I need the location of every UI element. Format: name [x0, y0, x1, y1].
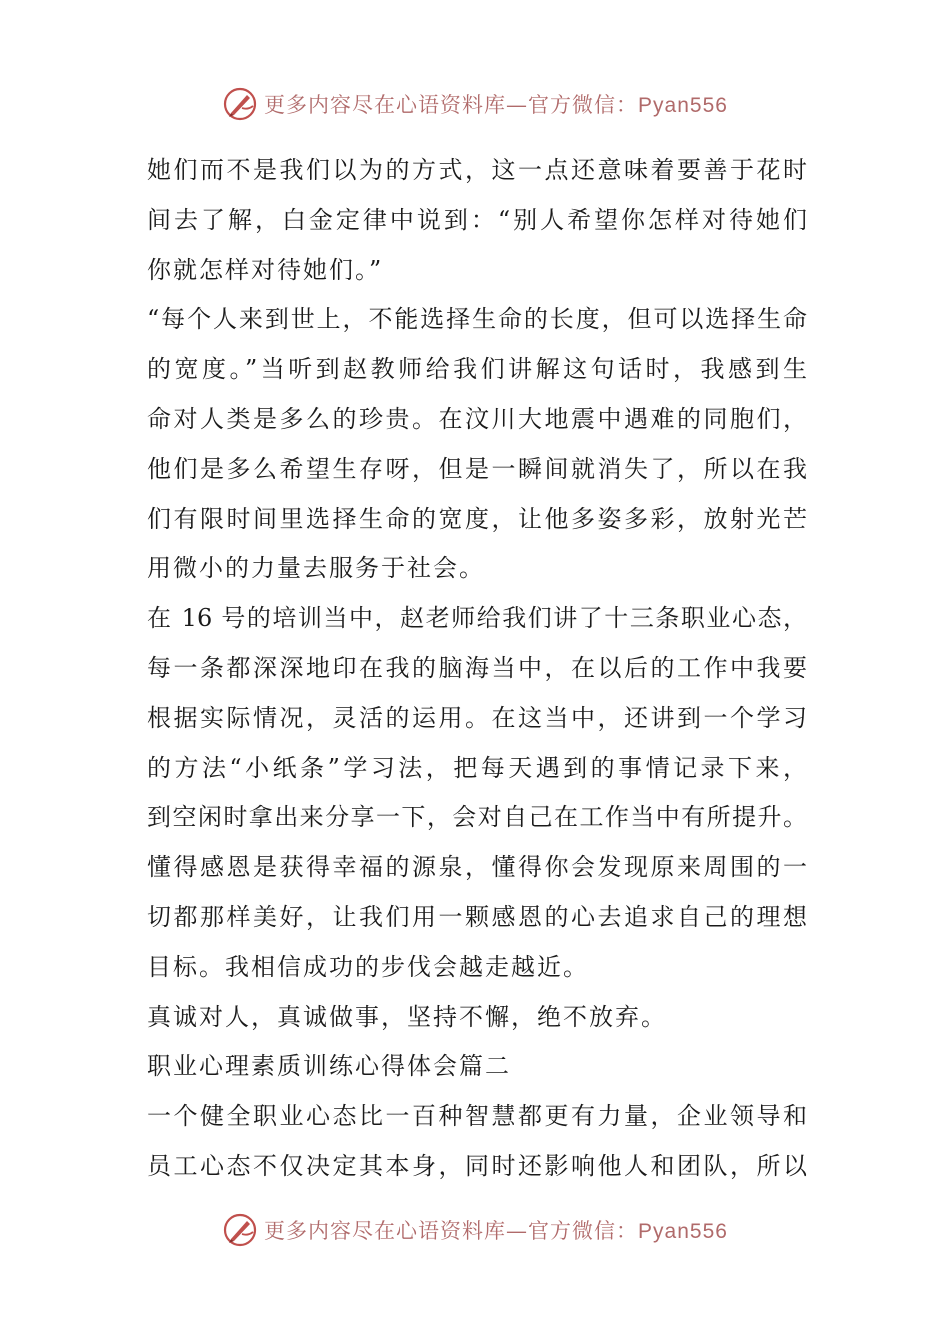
body-line: 用微小的力量去服务于社会。	[147, 554, 485, 583]
body-line: 的宽度。”当听到赵教师给我们讲解这句话时，我感到生	[147, 355, 807, 384]
body-line: 你就怎样对待她们。”	[147, 255, 384, 284]
body-line: 她们而不是我们以为的方式，这一点还意味着要善于花时	[147, 156, 807, 184]
body-line: 真诚对人，真诚做事，坚持不懈，绝不放弃。	[147, 1002, 667, 1031]
header-banner-text	[264, 89, 728, 119]
footer-banner	[0, 1208, 950, 1252]
body-line: 间去了解，白金定律中说到：“别人希望你怎样对待她们	[147, 205, 807, 234]
footer-wechat-id: Pyan556	[638, 1220, 728, 1243]
body-line: 员工心态不仅决定其本身，同时还影响他人和团队，所以	[147, 1151, 807, 1180]
header-wechat-id: Pyan556	[638, 94, 728, 117]
body-line: 一个健全职业心态比一百种智慧都更有力量，企业领导和	[147, 1102, 807, 1131]
body-line: 在 16 号的培训当中，赵老师给我们讲了十三条职业心态，	[147, 604, 807, 633]
body-line: 到空闲时拿出来分享一下，会对自己在工作当中有所提升。	[147, 803, 807, 832]
pen-logo-icon	[222, 1212, 258, 1248]
footer-banner-text	[264, 1215, 728, 1245]
body-line: 他们是多么希望生存呀，但是一瞬间就消失了，所以在我	[147, 454, 807, 483]
body-line: “每个人来到世上，不能选择生命的长度，但可以选择生命	[147, 305, 807, 334]
body-line: 每一条都深深地印在我的脑海当中，在以后的工作中我要	[147, 653, 807, 682]
body-line: 的方法“小纸条”学习法，把每天遇到的事情记录下来，	[147, 753, 807, 782]
pen-logo-icon	[222, 86, 258, 122]
body-line: 根据实际情况，灵活的运用。在这当中，还讲到一个学习	[147, 703, 807, 732]
document-body	[147, 146, 807, 1192]
body-line: 命对人类是多么的珍贵。在汶川大地震中遇难的同胞们，	[147, 404, 807, 433]
section-heading: 职业心理素质训练心得体会篇二	[147, 1052, 511, 1081]
header-banner-label: 更多内容尽在心语资料库—官方微信：	[264, 93, 639, 117]
body-line: 懂得感恩是获得幸福的源泉，懂得你会发现原来周围的一	[147, 853, 807, 882]
body-line: 们有限时间里选择生命的宽度，让他多姿多彩，放射光芒	[147, 504, 807, 533]
footer-banner-label: 更多内容尽在心语资料库—官方微信：	[264, 1219, 639, 1243]
body-line: 切都那样美好，让我们用一颗感恩的心去追求自己的理想	[147, 902, 807, 931]
body-line: 目标。我相信成功的步伐会越走越近。	[147, 952, 589, 981]
header-banner	[0, 82, 950, 126]
